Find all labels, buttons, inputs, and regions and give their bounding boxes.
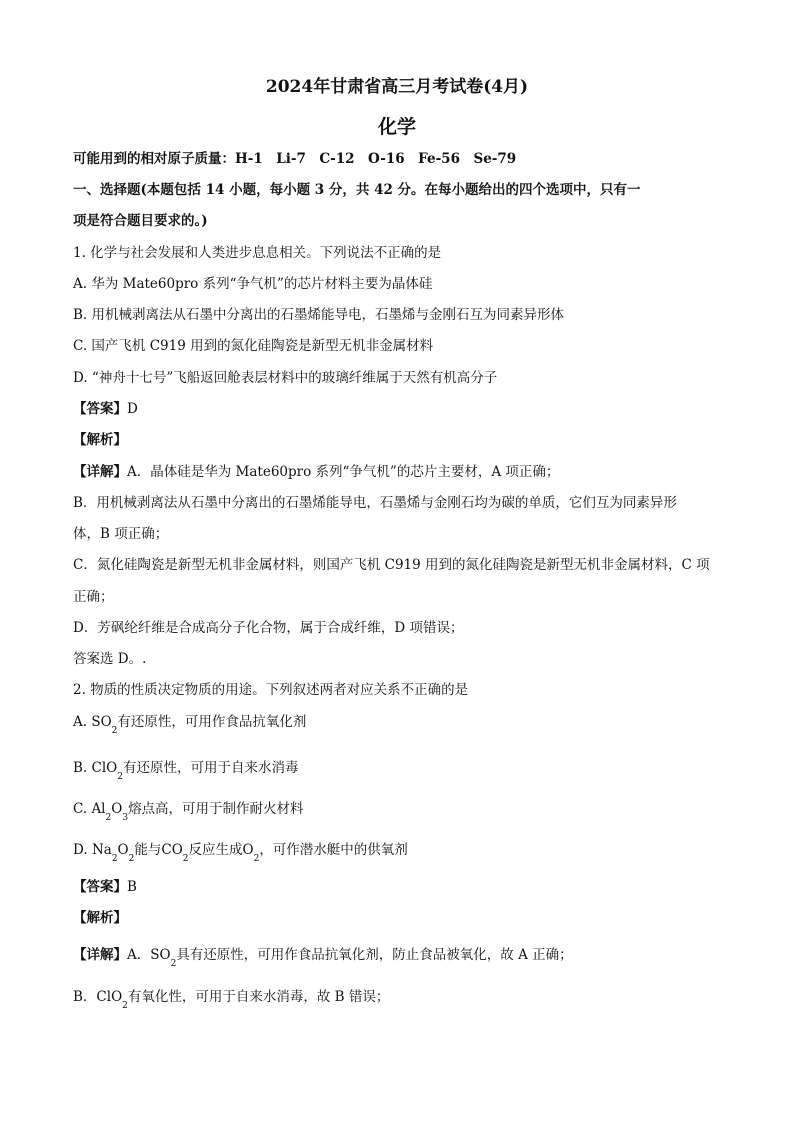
q1-option-b: B. 用机械剥离法从石墨中分离出的石墨烯能导电，石墨烯与金刚石互为同素异形体 <box>73 307 565 323</box>
formula: ClO <box>91 760 118 776</box>
q1-option-c: C. 国产飞机 C919 用到的氮化硅陶瓷是新型无机非金属材料 <box>73 338 434 354</box>
subscript: 2 <box>117 771 123 782</box>
q1-detail-c2: 正确； <box>73 589 114 605</box>
q2-option-d <box>73 840 721 864</box>
section-heading-line2: 项是符合题目要求的。) <box>73 213 208 229</box>
q1-detail-c1: C．氮化硅陶瓷是新型无机非金属材料，则国产飞机 C919 用到的氮化硅陶瓷是新型无机非金属材料，C 项 <box>73 557 710 573</box>
formula: SO <box>150 947 171 963</box>
formula: O <box>111 801 123 817</box>
subject-title: 化学 <box>377 116 416 138</box>
formula: CO <box>161 842 183 858</box>
option-text: 反应生成 <box>188 842 243 858</box>
q2-analysis-tag <box>73 908 721 928</box>
detail-tag: 【详解】 <box>73 464 127 480</box>
q1-option-d: D. “神舟十七号”飞船返回舱表层材料中的玻璃纤维属于天然有机高分子 <box>73 370 498 386</box>
q1-detail-a <box>73 462 721 482</box>
q2-answer <box>73 877 721 897</box>
option-label: A. <box>73 714 88 730</box>
exam-title: 2024年甘肃省高三月考试卷(4月) <box>265 77 529 97</box>
formula: SO <box>91 714 112 730</box>
option-text: 熔点高，可用于制作耐火材料 <box>128 801 304 817</box>
detail-text: 具有还原性，可用作食品抗氧化剂，防止食品被氧化，故 A 正确； <box>176 947 573 963</box>
q1-detail-d: D．芳砜纶纤维是合成高分子化合物，属于合成纤维，D 项错误； <box>73 620 464 636</box>
q1-analysis-tag <box>73 430 721 450</box>
q1-answer <box>73 399 721 419</box>
section-heading-line1: 一、选择题(本题包括 14 小题，每小题 3 分，共 42 分。在每小题给出的四个选项中，只有一 <box>73 182 641 198</box>
subscript: 2 <box>111 725 118 736</box>
formula: O <box>242 842 254 858</box>
formula: ClO <box>96 989 123 1005</box>
formula: Al <box>91 801 106 817</box>
detail-text: A．晶体硅是华为 Mate60pro 系列“争气机”的芯片主要材，A 项正确； <box>127 464 560 480</box>
formula: Na <box>91 842 112 858</box>
q2-stem: 2. 物质的性质决定物质的用途。下列叙述两者对应关系不正确的是 <box>73 682 469 698</box>
option-text: ，可作潜水艇中的供氧剂 <box>259 842 408 858</box>
subscript: 2 <box>105 812 112 823</box>
detail-label: A． <box>127 947 151 963</box>
subscript: 2 <box>111 853 118 864</box>
subscript: 2 <box>253 853 260 864</box>
q2-option-c <box>73 799 721 823</box>
subscript: 3 <box>122 812 129 823</box>
q2-option-b <box>73 758 721 782</box>
q2-detail-b <box>73 987 721 1011</box>
option-label: B. <box>73 760 88 776</box>
q2-detail-a <box>73 945 721 969</box>
q1-stem: 1. 化学与社会发展和人类进步息息相关。下列说法不正确的是 <box>73 245 442 261</box>
analysis-tag: 【解析】 <box>73 910 127 926</box>
option-label: D. <box>73 842 88 858</box>
option-text: 能与 <box>134 842 162 858</box>
subscript: 2 <box>128 853 135 864</box>
answer-tag: 【答案】 <box>73 401 127 417</box>
subscript: 2 <box>170 958 177 969</box>
answer-value: D <box>127 401 138 417</box>
subscript: 2 <box>182 853 189 864</box>
q1-option-a: A. 华为 Mate60pro 系列“争气机”的芯片材料主要为晶体硅 <box>73 276 433 292</box>
detail-text: 有氧化性，可用于自来水消毒，故 B 错误； <box>127 989 390 1005</box>
detail-tag: 【详解】 <box>73 947 127 963</box>
option-text: 有还原性，可用于自来水消毒 <box>122 760 299 776</box>
answer-value: B <box>127 879 137 895</box>
atomic-masses: 可能用到的相对原子质量：H-1 Li-7 C-12 O-16 Fe-56 Se-79 <box>73 151 517 167</box>
q2-option-a <box>73 712 721 736</box>
analysis-tag: 【解析】 <box>73 432 127 448</box>
formula: O <box>117 842 129 858</box>
q1-conclusion: 答案选 D。. <box>73 651 147 667</box>
detail-label: B． <box>73 989 97 1005</box>
option-label: C. <box>73 801 88 817</box>
answer-tag: 【答案】 <box>73 879 127 895</box>
q1-detail-b1: B．用机械剥离法从石墨中分离出的石墨烯能导电，石墨烯与金刚石均为碳的单质，它们互为同素异形 <box>73 495 677 511</box>
subscript: 2 <box>122 1000 128 1011</box>
option-text: 有还原性，可用作食品抗氧化剂 <box>117 714 307 730</box>
q1-detail-b2: 体，B 项正确； <box>73 526 169 542</box>
